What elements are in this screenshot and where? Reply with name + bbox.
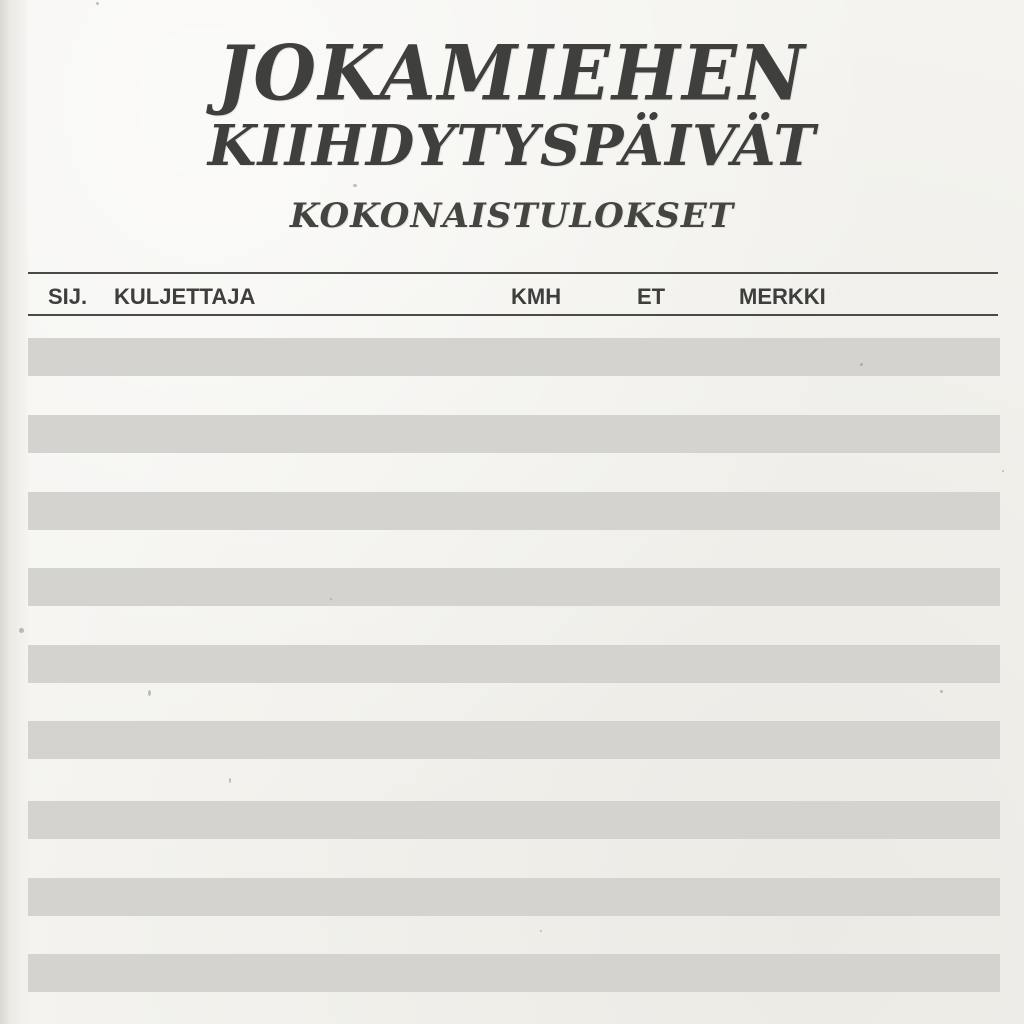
table-top-rule <box>28 272 998 274</box>
table-row <box>28 568 1000 606</box>
title-line-2: KIIHDYTYSPÄIVÄT <box>207 113 817 179</box>
header-elapsed-time: ET <box>637 284 666 309</box>
table-header-rule <box>28 314 998 316</box>
paper-speck <box>940 690 943 693</box>
paper-speck <box>1002 470 1004 472</box>
subtitle: KOKONAISTULOKSET <box>289 196 735 236</box>
table-row <box>28 645 1000 683</box>
title-line-1: JOKAMIEHEN <box>217 27 807 118</box>
header-position: SIJ. <box>48 284 88 309</box>
paper-speck <box>353 184 357 187</box>
table-row <box>28 492 1000 530</box>
table-row <box>28 415 1000 453</box>
table-row <box>28 338 1000 376</box>
header-make: MERKKI <box>739 284 826 309</box>
paper-speck <box>860 363 863 366</box>
header-speed: KMH <box>511 284 562 309</box>
header-driver: KULJETTAJA <box>114 284 256 309</box>
paper-speck <box>19 628 24 633</box>
paper-speck <box>148 690 151 696</box>
paper-speck <box>540 930 542 932</box>
table-row <box>28 878 1000 916</box>
table-row <box>28 801 1000 839</box>
paper-speck <box>96 2 99 5</box>
paper-speck <box>330 598 332 600</box>
table-row <box>28 954 1000 992</box>
table-row <box>28 721 1000 759</box>
paper-speck <box>229 778 231 783</box>
